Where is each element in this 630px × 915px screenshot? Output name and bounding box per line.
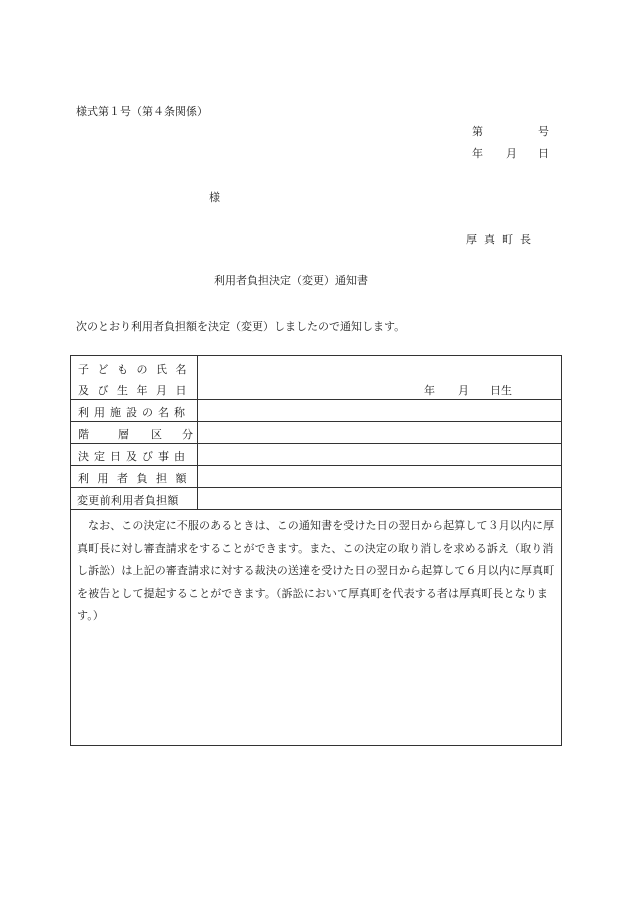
birth-year-label: 年 <box>424 384 435 397</box>
tier-value-cell <box>198 422 561 443</box>
document-number-label: 第 <box>472 125 483 138</box>
tier-label-char: 分 <box>182 428 193 441</box>
amount-label-cell <box>71 466 198 487</box>
decision-label-cell <box>71 444 198 465</box>
prev-amount-label-cell <box>71 488 198 509</box>
prev-amount-label: 変更前利用者負担額 <box>77 494 179 507</box>
table-row-tier <box>71 422 561 444</box>
birth-day-label: 日生 <box>490 384 512 397</box>
birth-month-label: 月 <box>458 384 469 397</box>
child-name-label: 子どもの氏名 <box>78 363 195 376</box>
intro-text: 次のとおり利用者負担額を決定（変更）しましたので通知します。 <box>76 320 406 333</box>
date-month-label: 月 <box>506 147 517 160</box>
decision-label: 決定日及び事由 <box>78 450 190 463</box>
child-label-cell <box>71 356 198 399</box>
info-table <box>70 355 562 746</box>
tier-label-char: 層 <box>118 428 129 441</box>
document-title: 利用者負担決定（変更）通知書 <box>214 274 368 287</box>
facility-label-cell <box>71 400 198 421</box>
form-number: 様式第１号（第４条関係） <box>76 105 208 118</box>
amount-label: 利用者負担額 <box>78 472 195 485</box>
table-row-decision <box>71 444 561 466</box>
tier-label-char: 階 <box>78 428 89 441</box>
appeal-notice: なお、この決定に不服のあるときは、この通知書を受けた日の翌日から起算して３月以内に厚真町長に対し審査請求をすることができます。また、この決定の取り消しを求める訴え（取り消し訴訟）は上記の審査請求に対する裁決の送達を受けた日の翌日から起算して６月以内に厚真町を被告として提起することができます。（訴訟において厚真町を代表する者は厚真町長となります。） <box>77 519 555 622</box>
facility-value-cell <box>198 400 561 421</box>
issuer-name: 厚真町長 <box>466 233 538 246</box>
facility-label: 利用施設の名称 <box>78 406 190 419</box>
tier-label-cell <box>71 422 198 443</box>
child-birthdate-label: 及び生年月日 <box>78 384 195 397</box>
table-row-facility <box>71 400 561 422</box>
tier-label-char: 区 <box>151 428 162 441</box>
prev-amount-value-cell <box>198 488 561 509</box>
table-row-prev-amount <box>71 488 561 510</box>
table-row-child <box>71 356 561 400</box>
date-year-label: 年 <box>472 147 483 160</box>
recipient-honorific: 様 <box>209 191 220 204</box>
amount-value-cell <box>198 466 561 487</box>
table-row-amount <box>71 466 561 488</box>
document-number-suffix: 号 <box>538 125 549 138</box>
child-value-cell <box>198 356 561 399</box>
decision-value-cell <box>198 444 561 465</box>
date-day-label: 日 <box>538 147 549 160</box>
